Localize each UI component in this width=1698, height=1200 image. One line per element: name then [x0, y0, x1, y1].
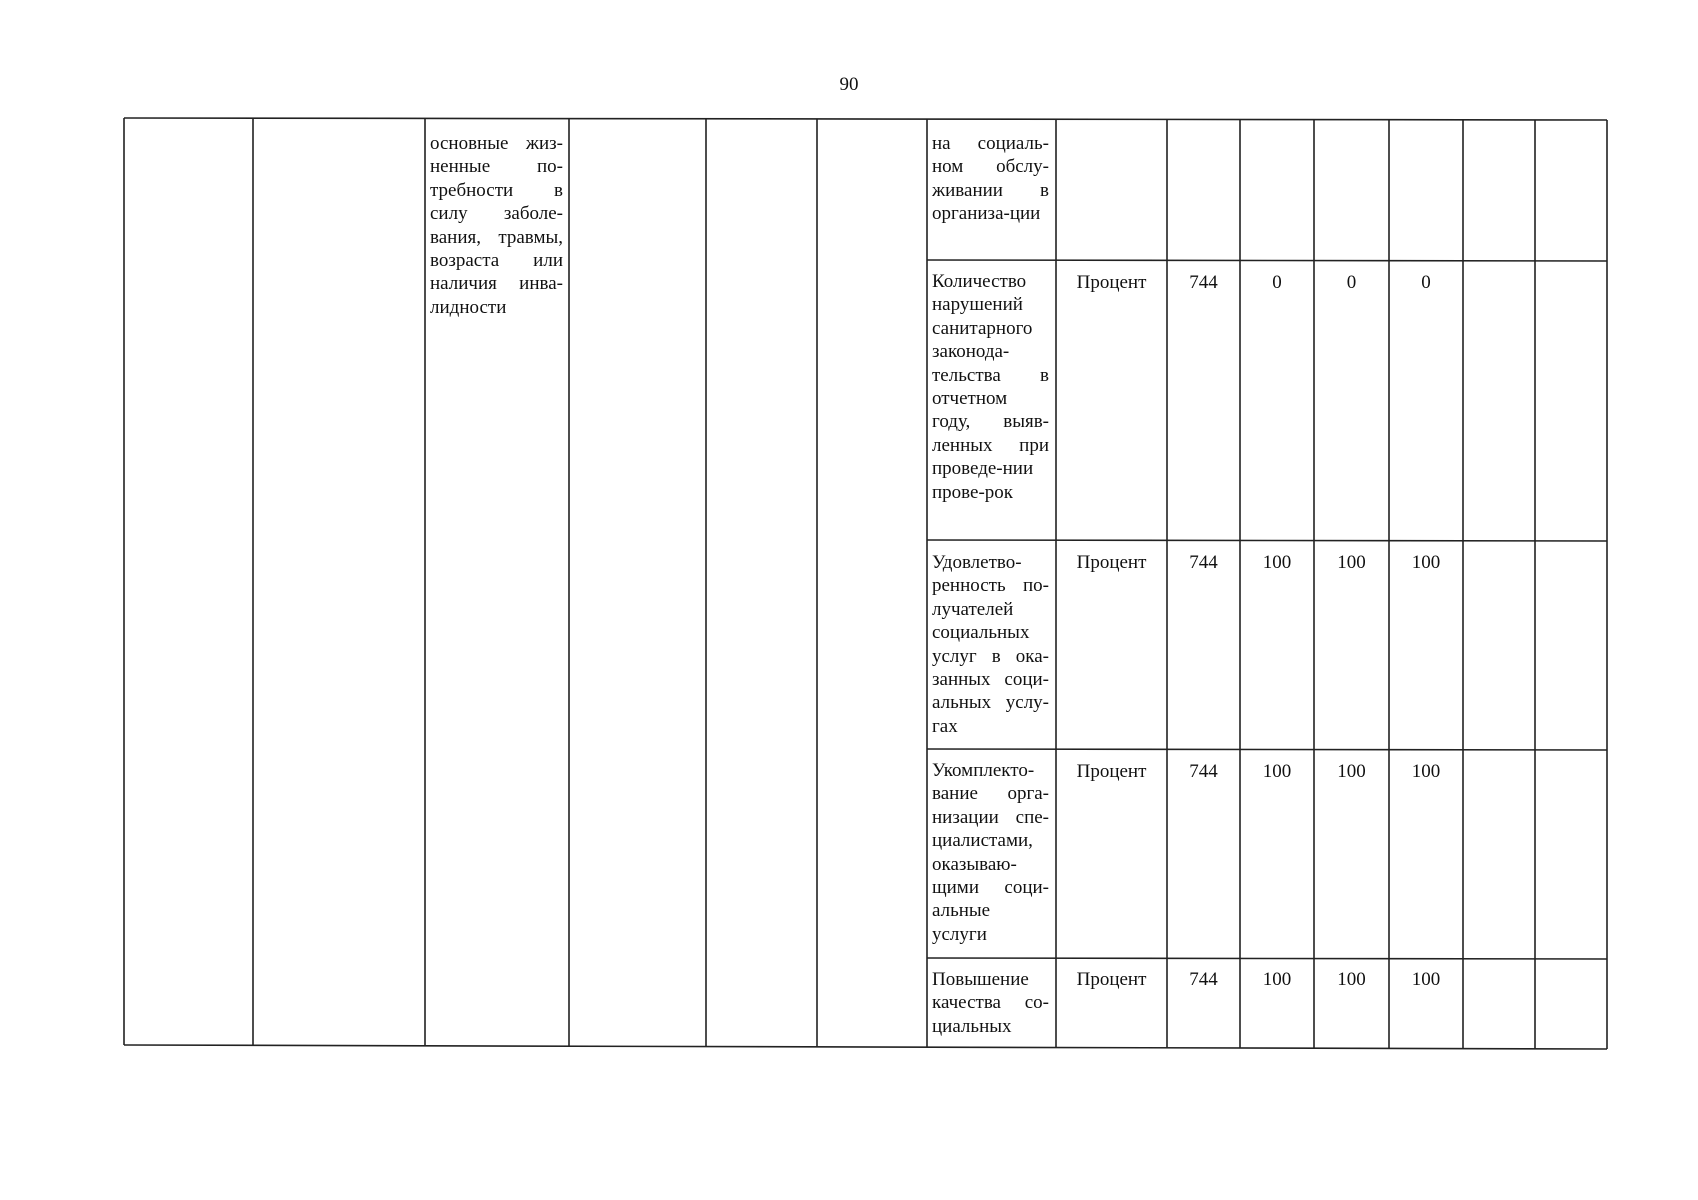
indicator-cell: Укомплекто-вание орга-низации спе-циалистами, оказываю-щими соци-альные услуги: [932, 760, 1049, 945]
value-cell: 100: [1411, 969, 1441, 990]
value-cell: 0: [1421, 272, 1431, 293]
value-cell: 100: [1262, 969, 1292, 990]
code-cell: 744: [1189, 272, 1218, 293]
value-cell: 100: [1411, 552, 1441, 573]
code-cell: 744: [1189, 969, 1218, 990]
unit-cell: Процент: [1076, 761, 1147, 782]
indicator-cell: Количество нарушений санитарного законода-тельства в отчетном году, выяв-ленных при проведе-нии прове-рок: [932, 271, 1049, 503]
indicator-cell: Удовлетво-ренность по-лучателей социальных услуг в ока-занных соци-альных услу-гах: [932, 552, 1049, 737]
code-cell: 744: [1189, 552, 1218, 573]
indicator-cell: Повышение качества со-циальных: [932, 969, 1049, 1037]
value-cell: 100: [1262, 761, 1292, 782]
value-cell: 100: [1337, 552, 1366, 573]
value-cell: 100: [1262, 552, 1292, 573]
code-cell: 744: [1189, 761, 1218, 782]
indicator-cell: на социаль-ном обслу-живании в организа-ции: [932, 133, 1049, 225]
page-number: 90: [839, 74, 859, 95]
unit-cell: Процент: [1076, 969, 1147, 990]
value-cell: 0: [1272, 272, 1282, 293]
category-cell: основные жиз-ненные по-требности в силу заболе-вания, травмы, возраста или наличия инва-лидности: [430, 133, 563, 318]
unit-cell: Процент: [1076, 272, 1147, 293]
value-cell: 100: [1337, 969, 1366, 990]
value-cell: 0: [1346, 272, 1357, 293]
value-cell: 100: [1411, 761, 1441, 782]
unit-cell: Процент: [1076, 552, 1147, 573]
value-cell: 100: [1337, 761, 1366, 782]
